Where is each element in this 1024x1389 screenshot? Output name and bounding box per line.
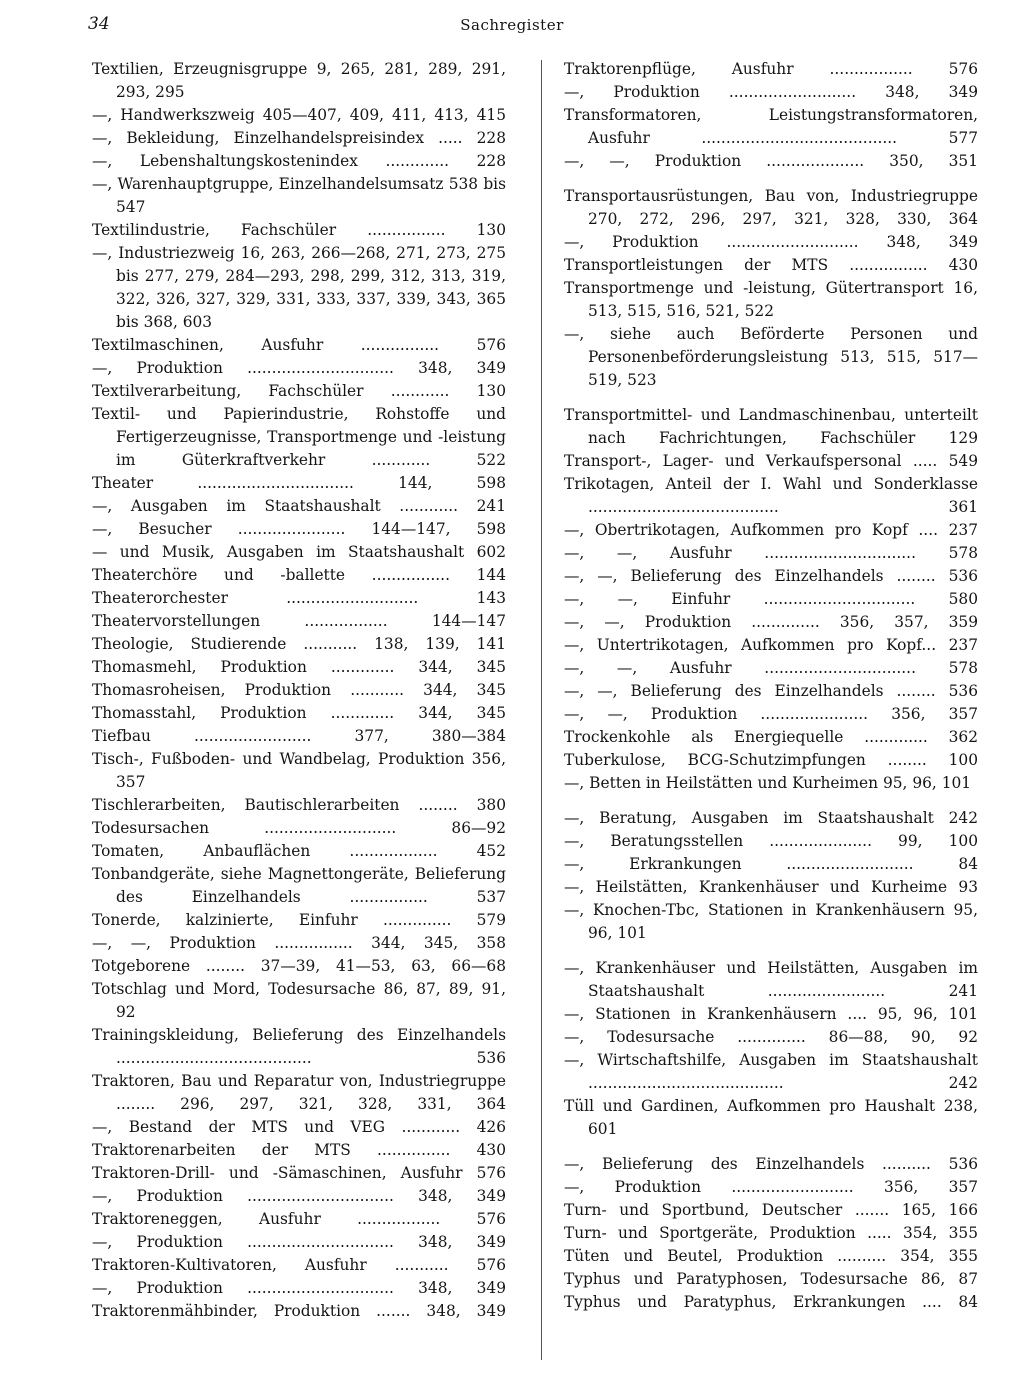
index-entry: —, Belieferung des Einzelhandels .......... 536	[564, 1155, 978, 1173]
index-entry: Textilien, Erzeugnisgruppe 9, 265, 281, 289, 291, 293, 295	[92, 60, 506, 101]
running-head: Sachregister	[460, 16, 564, 34]
index-column-right	[564, 58, 980, 1314]
index-entry: —, Stationen in Krankenhäusern .... 95, 96, 101	[564, 1005, 978, 1023]
index-entry: —, —, Produktion ................ 344, 345, 358	[92, 934, 506, 952]
index-entry: —, Produktion ......................... 356, 357	[564, 1178, 978, 1196]
index-entry: —, Produktion .......................... 348, 349	[564, 83, 978, 101]
index-entry: —, siehe auch Beförderte Personen und Personenbeförderungsleistung 513, 515, 517—519, 523	[564, 325, 978, 389]
index-entry: Tüten und Beutel, Produktion .......... 354, 355	[564, 1247, 978, 1265]
index-entry: Textilindustrie, Fachschüler ................ 130	[92, 221, 506, 239]
index-entry: Theatervorstellungen ................. 144—147	[92, 612, 506, 630]
index-entry: —, Heilstätten, Krankenhäuser und Kurheime 93	[564, 878, 978, 896]
index-entry: —, —, Belieferung des Einzelhandels ........ 536	[564, 567, 978, 585]
index-entry: —, Warenhauptgruppe, Einzelhandelsumsatz 538 bis 547	[92, 175, 506, 216]
index-entry: Transportmittel- und Landmaschinenbau, unterteilt nach Fachrichtungen, Fachschüler 129	[564, 406, 978, 447]
index-entry: Transportmenge und -leistung, Gütertransport 16, 513, 515, 516, 521, 522	[564, 279, 978, 320]
index-column-left	[92, 58, 508, 1323]
index-entry: —, Lebenshaltungskostenindex ............. 228	[92, 152, 506, 170]
index-entry: Tonerde, kalzinierte, Einfuhr .............. 579	[92, 911, 506, 929]
index-entry: —, —, Belieferung des Einzelhandels ........ 536	[564, 682, 978, 700]
index-entry: Traktorenarbeiten der MTS ............... 430	[92, 1141, 506, 1159]
index-entry: Theologie, Studierende ........... 138, 139, 141	[92, 635, 506, 653]
index-entry: —, Beratungsstellen ..................... 99, 100	[564, 832, 978, 850]
column-divider	[541, 60, 542, 1360]
index-entry: —, Ausgaben im Staatshaushalt ............ 241	[92, 497, 506, 515]
index-entry: Tiefbau ........................ 377, 380—384	[92, 727, 506, 745]
index-entry: Traktoren-Kultivatoren, Ausfuhr ........... 576	[92, 1256, 506, 1274]
index-entry: —, —, Produktion ...................... 356, 357	[564, 705, 978, 723]
index-entry: Transportausrüstungen, Bau von, Industriegruppe 270, 272, 296, 297, 321, 328, 330, 364	[564, 187, 978, 228]
index-entry: Tisch-, Fußboden- und Wandbelag, Produktion 356, 357	[92, 750, 506, 791]
index-entry: —, —, Einfuhr ............................... 580	[564, 590, 978, 608]
index-entry: —, —, Produktion .................... 350, 351	[564, 152, 978, 170]
index-entry: Traktoreneggen, Ausfuhr ................. 576	[92, 1210, 506, 1228]
index-entry: Thomasstahl, Produktion ............. 344, 345	[92, 704, 506, 722]
page-number: 34	[88, 14, 110, 34]
index-entry: —, Produktion .............................. 348, 349	[92, 1233, 506, 1251]
index-entry: Totgeborene ........ 37—39, 41—53, 63, 66—68	[92, 957, 506, 975]
index-entry: —, Knochen-Tbc, Stationen in Krankenhäusern 95, 96, 101	[564, 901, 978, 942]
index-entry: Theater ................................ 144, 598	[92, 474, 506, 492]
index-entry: Textil- und Papierindustrie, Rohstoffe und Fertigerzeugnisse, Transportmenge und -leistung im Güterkraftverkehr ............ 522	[92, 405, 506, 469]
index-entry: —, Betten in Heilstätten und Kurheimen 95, 96, 101	[564, 774, 972, 792]
index-entry: Typhus und Paratyphosen, Todesursache 86, 87	[564, 1270, 978, 1288]
index-entry: Tischlerarbeiten, Bautischlerarbeiten ........ 380	[92, 796, 506, 814]
index-entry: —, Produktion .............................. 348, 349	[92, 1279, 506, 1297]
index-entry: Traktoren-Drill- und -Sämaschinen, Ausfuhr 576	[92, 1164, 506, 1182]
index-entry: Totschlag und Mord, Todesursache 86, 87, 89, 91, 92	[92, 980, 506, 1021]
index-entry: Transformatoren, Leistungstransformatoren, Ausfuhr ........................................ 577	[564, 106, 978, 147]
index-entry: Tuberkulose, BCG-Schutzimpfungen ........ 100	[564, 751, 978, 769]
index-entry: Trainingskleidung, Belieferung des Einzelhandels ........................................ 536	[92, 1026, 506, 1067]
index-entry: Transportleistungen der MTS ................ 430	[564, 256, 978, 274]
index-entry: —, Beratung, Ausgaben im Staatshaushalt 242	[564, 809, 978, 827]
index-entry: —, Todesursache .............. 86—88, 90, 92	[564, 1028, 978, 1046]
index-entry: —, Industriezweig 16, 263, 266—268, 271, 273, 275 bis 277, 279, 284—293, 298, 299, 312, 313, 319, 322, 326, 327, 329, 331, 333, 337, 339, 343, 365 bis 368, 603	[92, 244, 506, 331]
index-entry: Theaterorchester ........................... 143	[92, 589, 506, 607]
index-entry: Traktorenpflüge, Ausfuhr ................. 576	[564, 60, 978, 78]
index-entry: Tüll und Gardinen, Aufkommen pro Haushalt 238, 601	[564, 1097, 978, 1138]
index-entry: —, Handwerkszweig 405—407, 409, 411, 413, 415	[92, 106, 506, 124]
index-entry: Trockenkohle als Energiequelle ............. 362	[564, 728, 978, 746]
index-entry: —, Wirtschaftshilfe, Ausgaben im Staatshaushalt ........................................ 242	[564, 1051, 978, 1092]
index-entry: Typhus und Paratyphus, Erkrankungen .... 84	[564, 1293, 978, 1311]
index-entry: —, —, Ausfuhr ............................... 578	[564, 659, 978, 677]
index-entry: Trikotagen, Anteil der I. Wahl und Sonderklasse ....................................... 361	[564, 475, 978, 516]
index-entry: Turn- und Sportbund, Deutscher ....... 165, 166	[564, 1201, 978, 1219]
index-entry: —, Produktion ........................... 348, 349	[564, 233, 978, 251]
index-entry: —, Besucher ...................... 144—147, 598	[92, 520, 506, 538]
index-entry: —, —, Ausfuhr ............................... 578	[564, 544, 978, 562]
index-entry: —, Bestand der MTS und VEG ............ 426	[92, 1118, 506, 1136]
index-entry: —, Obertrikotagen, Aufkommen pro Kopf .... 237	[564, 521, 978, 539]
index-entry: —, Bekleidung, Einzelhandelspreisindex ..... 228	[92, 129, 506, 147]
index-entry: Textilmaschinen, Ausfuhr ................ 576	[92, 336, 506, 354]
index-entry: Todesursachen ........................... 86—92	[92, 819, 506, 837]
index-entry: Traktoren, Bau und Reparatur von, Industriegruppe ........ 296, 297, 321, 328, 331, 364	[92, 1072, 506, 1113]
index-entry: —, Produktion .............................. 348, 349	[92, 359, 506, 377]
index-entry: —, —, Produktion .............. 356, 357, 359	[564, 613, 978, 631]
index-entry: Transport-, Lager- und Verkaufspersonal ..... 549	[564, 452, 978, 470]
index-entry: Traktorenmähbinder, Produktion ....... 348, 349	[92, 1302, 506, 1320]
index-entry: — und Musik, Ausgaben im Staatshaushalt 602	[92, 543, 506, 561]
index-entry: —, Untertrikotagen, Aufkommen pro Kopf... 237	[564, 636, 978, 654]
index-entry: Theaterchöre und -ballette ................ 144	[92, 566, 506, 584]
index-entry: Tomaten, Anbauflächen .................. 452	[92, 842, 506, 860]
index-entry: —, Krankenhäuser und Heilstätten, Ausgaben im Staatshaushalt ........................ 241	[564, 959, 978, 1000]
index-entry: Thomasroheisen, Produktion ........... 344, 345	[92, 681, 506, 699]
index-entry: Turn- und Sportgeräte, Produktion ..... 354, 355	[564, 1224, 978, 1242]
index-entry: Textilverarbeitung, Fachschüler ............ 130	[92, 382, 506, 400]
index-entry: —, Produktion .............................. 348, 349	[92, 1187, 506, 1205]
index-entry: Thomasmehl, Produktion ............. 344, 345	[92, 658, 506, 676]
index-entry: —, Erkrankungen .......................... 84	[564, 855, 978, 873]
index-entry: Tonbandgeräte, siehe Magnettongeräte, Belieferung des Einzelhandels ................ 537	[92, 865, 506, 906]
